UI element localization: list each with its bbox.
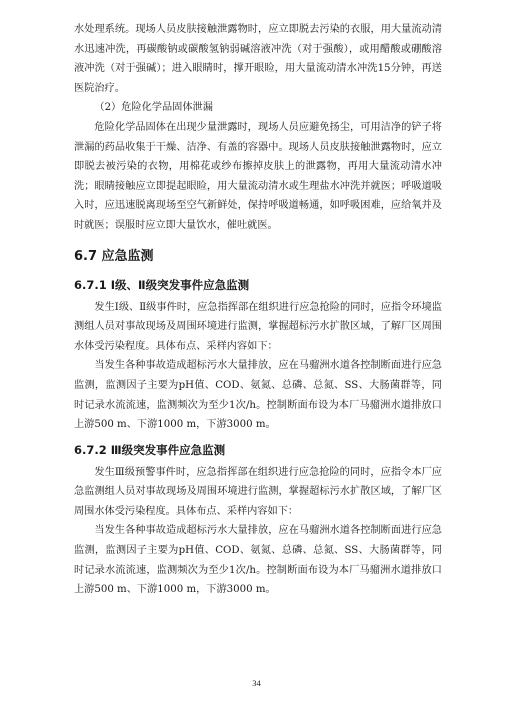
paragraph-6-7-1-intro: 发生Ⅰ级、Ⅱ级事件时，应急指挥部在组织进行应急抢险的同时，应指令环境监测组人员对事故现场及周围环境进行监测，掌握超标污水扩散区域，了解厂区周围水体受污染程度。具体布点、采样内容如下：: [74, 301, 442, 352]
paragraph-continued: 水处理系统。现场人员皮肤接触泄露物时，应立即脱去污染的衣服，用大量流动清水迅速冲洗，再碳酸钠或碳酸氢钠弱碱溶液冲洗（对于强酸），或用醋酸或硼酸溶液冲洗（对于强碱）；进入眼睛时，撑开眼睑，用大量流动清水冲洗15分钟，再送医院治疗。: [74, 24, 442, 94]
page-body: [74, 20, 442, 600]
subsection-label: （2）危险化学品固体泄漏: [94, 102, 213, 114]
page-number: 34: [252, 678, 261, 688]
paragraph-6-7-2-monitoring: 当发生各种事故造成超标污水大量排放，应在马骝洲水道各控制断面进行应急监测，监测因子主要为pH值、COD、氨氮、总磷、总氮、SS、大肠菌群等，同时记录水流流速，监测频次为至少1次/h。控制断面布设为本厂马骝洲水道排放口上游500 m、下游1000 m，下游3000 m。: [74, 525, 442, 596]
section-heading-6-7-2: 6.7.2 Ⅲ级突发事件应急监测: [74, 442, 226, 457]
paragraph-6-7-1-monitoring: 当发生各种事故造成超标污水大量排放，应在马骝洲水道各控制断面进行应急监测，监测因子主要为pH值、COD、氨氮、总磷、总氮、SS、大肠菌群等，同时记录水流流速，监测频次为至少1次/h。控制断面布设为本厂马骝洲水道排放口上游500 m、下游1000 m，下游3000 m。: [74, 360, 442, 431]
section-heading-6-7-1: 6.7.1 Ⅰ级、Ⅱ级突发事件应急监测: [74, 277, 250, 292]
paragraph-solid-leak: 危险化学品固体在出现少量泄露时，现场人员应避免扬尘，可用洁净的铲子将泄漏的药品收集于干燥、洁净、有盖的容器中。现场人员皮肤接触泄露物时，应立即脱去被污染的衣物，用棉花或纱布擦掉皮肤上的泄露物，再用大量流动清水冲洗；眼睛接触应立即提起眼睑，用大量流动清水或生理盐水冲洗并就医；呼吸道吸入时，应迅速脱离现场至空气新鲜处，保持呼吸道畅通，如呼吸困难，应给氧并及时就医；误服时应立即大量饮水，催吐就医。: [74, 121, 442, 231]
section-heading-6-7: 6.7 应急监测: [74, 248, 154, 264]
paragraph-6-7-2-intro: 发生Ⅲ级预警事件时，应急指挥部在组织进行应急抢险的同时，应指令本厂应急监测组人员对事故现场及周围环境进行监测，掌握超标污水扩散区域，了解厂区周围水体受污染程度。具体布点、采样内容如下：: [74, 466, 442, 517]
